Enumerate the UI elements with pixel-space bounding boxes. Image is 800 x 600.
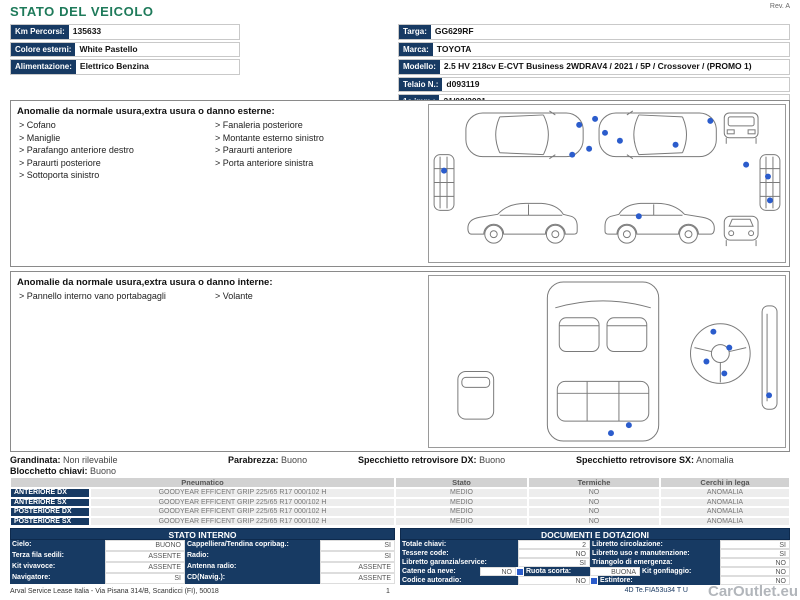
column-header: Cerchi in lega [660,477,790,488]
table-row [400,567,790,576]
summary-item [10,466,116,477]
field-value: NO [720,567,790,576]
field-label: Codice autoradio: [400,576,518,585]
field-value: ASSENTE [320,562,395,573]
car-interior-diagram-icon [429,276,785,447]
field-value: ASSENTE [105,562,185,573]
info-row-telaio [398,77,790,93]
footer-page-number: 1 [386,588,390,595]
anomaly-item: > Fanaleria posteriore [215,120,400,132]
field-label: Kit vivavoce: [10,562,105,573]
field-label: Colore esterni: [11,43,75,57]
field-value: NO [518,549,590,558]
column-header: Pneumatico [10,477,395,488]
field-label: Antenna radio: [185,562,320,573]
tires-table [10,477,790,526]
anomaly-item: > Pannello interno vano portabagagli [19,291,169,303]
section-header: Anomalie da normale usura,extra usura o danno esterne: [17,106,275,117]
vehicle-info-left [10,24,385,77]
summary-item [228,455,358,466]
field-value: NO [720,558,790,567]
tire-model: GOODYEAR EFFICENT GRIP 225/65 R17 000/102 H [90,517,395,527]
field-value: Buono [281,455,308,465]
stato-interno-table [10,528,395,584]
field-label: Km Percorsi: [11,25,69,39]
field-value: BUONA [590,567,640,576]
column-header: Stato [395,477,528,488]
watermark: CarOutlet.eu [707,583,798,600]
field-value: 135633 [72,26,102,36]
tires-table-header [10,477,790,488]
tire-position: POSTERIORE SX [10,517,90,527]
field-label: Catene da neve: [400,567,480,576]
field-label: Estintore: [598,576,720,585]
tire-position: POSTERIORE DX [10,507,90,517]
table-row [10,573,395,584]
field-label: Radio: [185,551,320,562]
summary-item [358,455,576,466]
damage-dots [441,116,773,219]
field-value: Buono [90,466,117,476]
internal-anomalies-section [10,271,790,452]
anomaly-item: > Montante esterno sinistro [215,133,400,145]
field-value: SI [518,558,590,567]
tire-rim: ANOMALIA [660,507,790,517]
field-label: Grandinata: [10,455,61,465]
tire-model: GOODYEAR EFFICENT GRIP 225/65 R17 000/102 H [90,507,395,517]
field-label: Kit gonfiaggio: [640,567,720,576]
field-label: Marca: [399,43,433,57]
section-header: Anomalie da normale usura,extra usura o danno interne: [17,277,273,288]
damage-dots [608,329,772,436]
tire-state: MEDIO [395,488,528,498]
tire-model: GOODYEAR EFFICENT GRIP 225/65 R17 000/102 H [90,498,395,508]
field-value: 2.5 HV 218cv E-CVT Business 2WDRAV4 / 2021 / 5P / Crossover / (PROMO 1) [443,61,752,71]
field-value: White Pastello [79,43,138,54]
field-label: Libretto uso e manutenzione: [590,549,720,558]
tire-position: ANTERIORE DX [10,488,90,498]
anomaly-item: > Porta anteriore sinistra [215,158,400,170]
table-title: DOCUMENTI E DOTAZIONI [400,528,790,540]
field-value: NO [720,576,790,585]
field-value: d093119 [446,78,480,89]
table-row [10,551,395,562]
page-title: STATO DEL VEICOLO [10,4,154,19]
field-label: Targa: [399,25,431,39]
field-value: SI [105,573,185,584]
documenti-table [400,528,790,585]
table-row [400,540,790,549]
field-label: Tessere code: [400,549,518,558]
field-label: Specchietto retrovisore DX: [358,455,477,465]
field-label: Specchietto retrovisore SX: [576,455,695,465]
field-label: Cielo: [10,540,105,551]
field-label: Parabrezza: [228,455,279,465]
field-label: CD(Navig.): [185,573,320,584]
field-label: Telaio N.: [399,78,442,92]
field-value: NO [518,576,590,585]
tire-rim: ANOMALIA [660,498,790,508]
tire-row [10,517,790,527]
table-row [400,558,790,567]
field-label: Libretto circolazione: [590,540,720,549]
revision-label: Rev. A [769,3,790,10]
tire-state: MEDIO [395,507,528,517]
tire-row [10,488,790,498]
info-row-colore [10,42,240,58]
anomaly-item: > Paraurti posteriore [19,158,204,170]
field-label: Ruota scorta: [524,567,590,576]
tire-winter: NO [528,488,660,498]
anomaly-item: > Sottoporta sinistro [19,170,204,182]
table-row [400,549,790,558]
marker-icon [516,567,524,576]
footer-code: 4D Te.FIA53u34 T U [624,587,688,594]
field-value: Non rilevabile [63,455,118,465]
field-label: Blocchetto chiavi: [10,466,88,476]
tire-winter: NO [528,517,660,527]
interior-diagram-panel [428,275,786,448]
tire-state: MEDIO [395,498,528,508]
footer-address: Arval Service Lease Italia - Via Pisana 314/B, Scandicci (FI), 50018 [10,588,219,595]
field-value: TOYOTA [436,43,472,54]
anomaly-item: > Paraurti anteriore [215,145,400,157]
field-label: Modello: [399,60,440,74]
field-value: SI [320,551,395,562]
field-value: Anomalia [696,455,734,465]
car-exterior-diagram-icon [429,105,785,262]
condition-summary [10,455,790,477]
field-value: ASSENTE [105,551,185,562]
vehicle-info-right [398,24,790,112]
anomaly-item: > Cofano [19,120,204,132]
exterior-diagram-panel [428,104,786,263]
field-label: Totale chiavi: [400,540,518,549]
tire-rim: ANOMALIA [660,517,790,527]
info-row-targa [398,24,790,40]
field-label: Navigatore: [10,573,105,584]
field-value: SI [720,549,790,558]
field-value: NO [480,567,516,576]
field-label: Alimentazione: [11,60,76,74]
tire-state: MEDIO [395,517,528,527]
field-value: SI [320,540,395,551]
field-value: BUONO [105,540,185,551]
tire-winter: NO [528,507,660,517]
field-value: ASSENTE [320,573,395,584]
info-row-marca [398,42,790,58]
tire-rim: ANOMALIA [660,488,790,498]
field-value: SI [720,540,790,549]
field-label: Triangolo di emergenza: [590,558,720,567]
summary-item [576,455,790,466]
field-label: Libretto garanzia/service: [400,558,518,567]
field-label: Terza fila sedili: [10,551,105,562]
info-row-alimentazione [10,59,240,75]
table-title: STATO INTERNO [10,528,395,540]
info-row-modello [398,59,790,75]
table-row [10,540,395,551]
marker-icon [590,576,598,585]
tire-position: ANTERIORE SX [10,498,90,508]
tire-model: GOODYEAR EFFICENT GRIP 225/65 R17 000/102 H [90,488,395,498]
tire-winter: NO [528,498,660,508]
field-value: Elettrico Benzina [79,61,149,71]
field-value: GG629RF [434,26,474,36]
tire-row [10,507,790,517]
table-row [10,562,395,573]
column-header: Termiche [528,477,660,488]
field-value: Buono [479,455,506,465]
field-value: 2 [518,540,590,549]
anomaly-item: > Parafango anteriore destro [19,145,204,157]
tire-row [10,498,790,508]
field-label: Cappelliera/Tendina copribag.: [185,540,320,551]
anomaly-item: > Maniglie [19,133,204,145]
summary-item [10,455,228,466]
info-row-km [10,24,240,40]
anomaly-item: > Volante [215,291,400,303]
external-anomalies-section [10,100,790,267]
